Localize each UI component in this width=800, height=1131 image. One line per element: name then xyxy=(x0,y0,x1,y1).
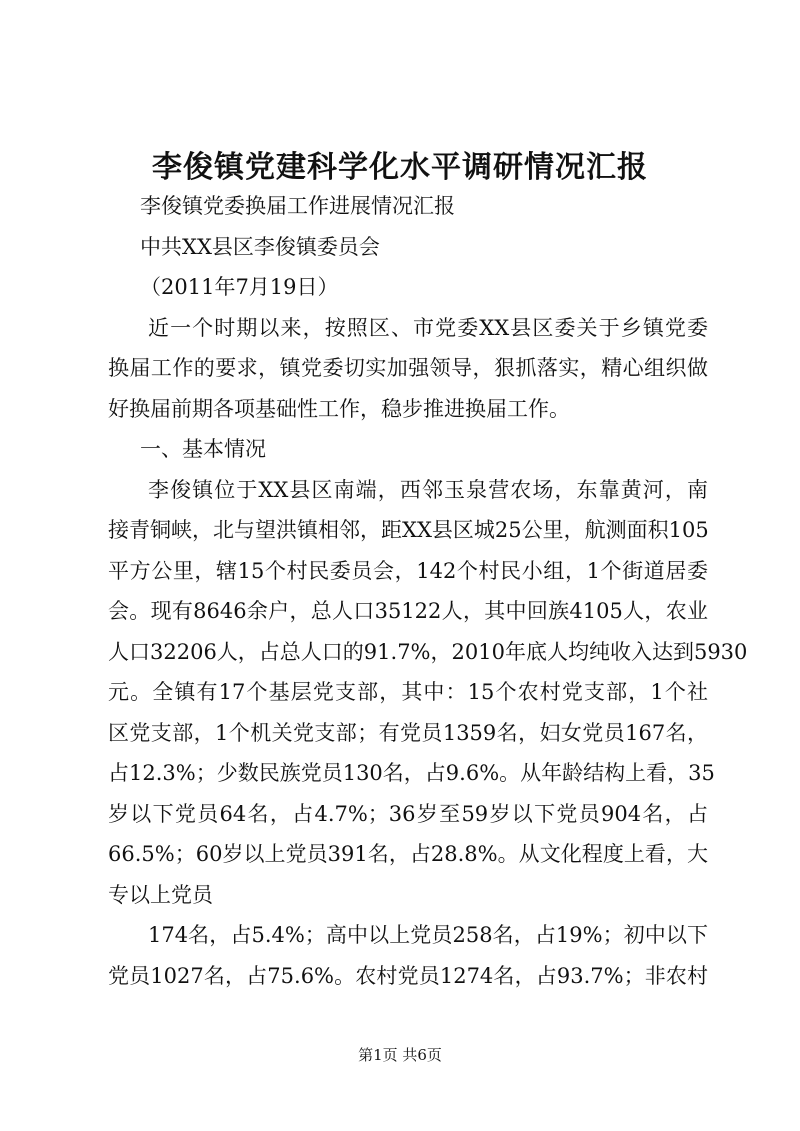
continuation-line: 党员1027名，占75.6%。农村党员1274名，占93.7%；非农村 xyxy=(108,964,708,988)
document-subtitle: 李俊镇党委换届工作进展情况汇报 xyxy=(140,194,455,218)
intro-line: 好换届前期各项基础性工作，稳步推进换届工作。 xyxy=(108,397,570,421)
intro-line: 近一个时期以来，按照区、市党委XX县区委关于乡镇党委 xyxy=(148,316,708,340)
body-line: 会。现有8646余户，总人口35122人，其中回族4105人，农业 xyxy=(108,599,708,623)
body-line: 岁以下党员64名，占4.7%；36岁至59岁以下党员904名，占 xyxy=(108,802,708,826)
body-line: 接青铜峡，北与望洪镇相邻，距XX县区城25公里，航测面积105 xyxy=(108,518,709,542)
continuation-line: 174名，占5.4%；高中以上党员258名，占19%；初中以下 xyxy=(148,923,708,947)
page-number-footer: 第1页 共6页 xyxy=(358,1046,442,1064)
section-heading: 一、基本情况 xyxy=(140,437,266,461)
body-line: 66.5%；60岁以上党员391名，占28.8%。从文化程度上看，大 xyxy=(108,842,708,866)
document-title: 李俊镇党建科学化水平调研情况汇报 xyxy=(152,150,648,185)
document-date: （2011年7月19日） xyxy=(140,275,339,299)
intro-line: 换届工作的要求，镇党委切实加强领导，狠抓落实，精心组织做 xyxy=(108,356,708,380)
body-line: 元。全镇有17个基层党支部，其中：15个农村党支部，1个社 xyxy=(108,680,708,704)
body-line: 李俊镇位于XX县区南端，西邻玉泉营农场，东靠黄河，南 xyxy=(148,478,708,502)
body-line: 占12.3%；少数民族党员130名，占9.6%。从年龄结构上看，35 xyxy=(108,761,715,785)
body-line: 平方公里，辖15个村民委员会，142个村民小组，1个街道居委 xyxy=(108,559,708,583)
document-issuer: 中共XX县区李俊镇委员会 xyxy=(140,235,380,259)
body-line: 区党支部，1个机关党支部；有党员1359名，妇女党员167名， xyxy=(108,721,708,745)
body-line: 专以上党员 xyxy=(108,883,213,907)
body-line: 人口32206人，占总人口的91.7%，2010年底人均纯收入达到5930 xyxy=(108,640,748,664)
